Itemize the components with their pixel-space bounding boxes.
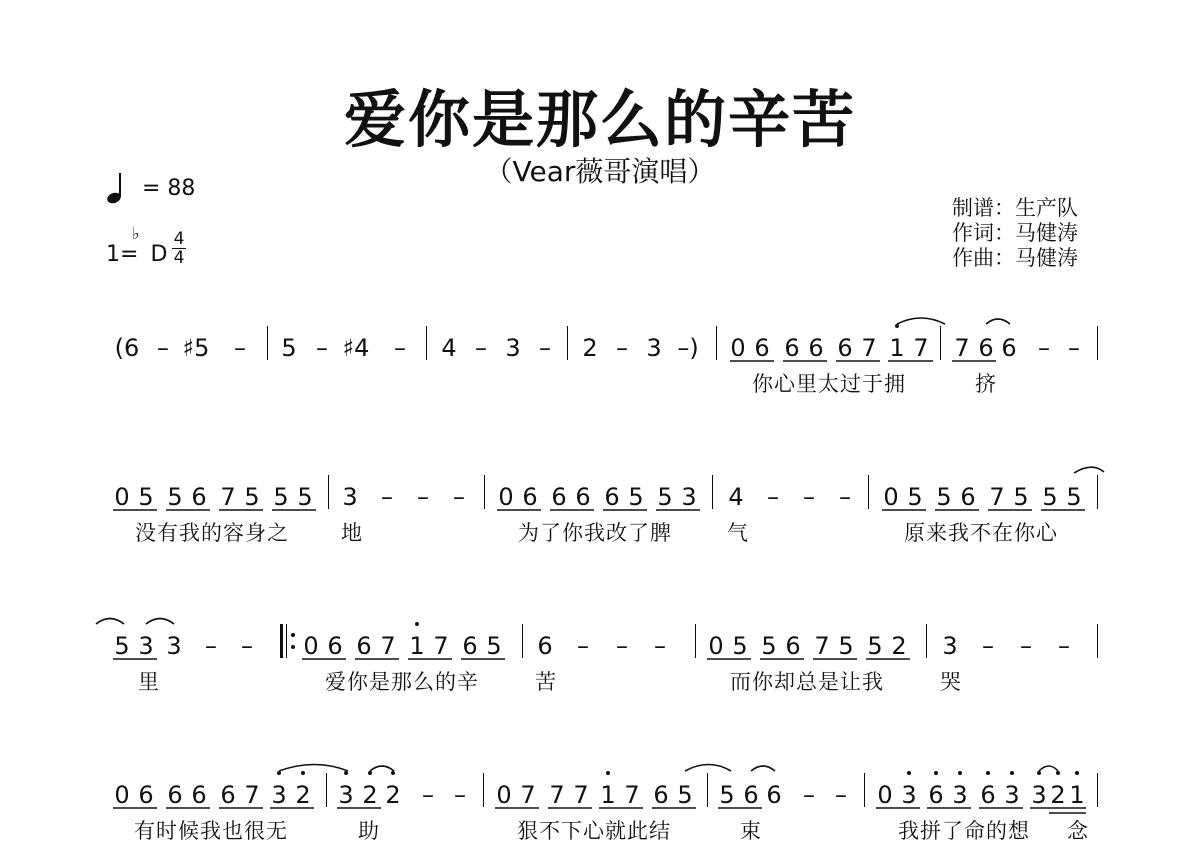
score-note: –	[205, 632, 217, 660]
score-note: 6	[754, 334, 770, 362]
score-note: 5	[244, 483, 260, 511]
score-note: –	[157, 334, 169, 362]
score-note: 5	[677, 781, 693, 809]
score-note: 7	[573, 781, 589, 809]
score-note: 6	[551, 483, 567, 511]
score-note: 5	[761, 632, 777, 660]
lyric-line: 而你却总是让我	[730, 670, 884, 694]
score-note: –	[381, 483, 393, 511]
lyric-line: 我拼了命的想	[898, 819, 1030, 843]
lyric-line: 念	[1067, 819, 1089, 843]
score-note: 0	[114, 781, 130, 809]
score-note: 6	[785, 632, 801, 660]
score-note: 0	[883, 483, 899, 511]
score-note: 5	[281, 334, 297, 362]
score-note: 3	[1031, 781, 1047, 809]
score-note: 6	[522, 483, 538, 511]
score-note: 7	[861, 334, 877, 362]
score-note: –	[417, 483, 429, 511]
score-note: 5	[657, 483, 673, 511]
score-note: –	[1058, 632, 1070, 660]
score-note: –	[539, 334, 551, 362]
lyric-line: 你心里太过于拥	[752, 372, 906, 396]
score-note: 0	[730, 334, 746, 362]
score-note: 7	[433, 632, 449, 660]
score-note: 7	[954, 334, 970, 362]
score-note: 3	[646, 334, 662, 362]
score-note: –	[835, 781, 847, 809]
lyric-line: 没有我的容身之	[135, 521, 289, 545]
score-note: –	[234, 334, 246, 362]
lyric-line: 苦	[535, 670, 557, 694]
score-note: 6	[653, 781, 669, 809]
score-note: 7	[624, 781, 640, 809]
score-note: 5	[1042, 483, 1058, 511]
score-note: –	[1068, 334, 1080, 362]
score-note: 6	[784, 334, 800, 362]
score-note: 5	[867, 632, 883, 660]
score-note: 2	[1050, 781, 1066, 809]
score-note: 7	[244, 781, 260, 809]
score-note: 7	[989, 483, 1005, 511]
song-subtitle: （Vear薇哥演唱）	[484, 155, 716, 188]
score-note: 1	[1069, 781, 1085, 809]
score-note: 6	[191, 781, 207, 809]
score-note: –	[453, 483, 465, 511]
score-note: –	[1020, 632, 1032, 660]
lyric-line: 里	[138, 670, 160, 694]
score-note: 6	[220, 781, 236, 809]
score-note: 0	[496, 781, 512, 809]
score-note: 5	[936, 483, 952, 511]
score-note: 5	[1013, 483, 1029, 511]
lyric-line: 地	[341, 521, 363, 545]
score-note: –	[422, 781, 434, 809]
score-note: 6	[327, 632, 343, 660]
score-note: 7	[549, 781, 565, 809]
score-note: 0	[877, 781, 893, 809]
lyric-line: 为了你我改了脾	[518, 521, 672, 545]
score-note: 5	[719, 781, 735, 809]
score-note: 6	[978, 334, 994, 362]
score-note: –	[803, 781, 815, 809]
flat-sign: ♭	[132, 224, 140, 243]
score-note: 3	[166, 632, 182, 660]
score-note: 5	[138, 483, 154, 511]
score-note: 6	[766, 781, 782, 809]
score-note: –	[839, 483, 851, 511]
score-note: –	[982, 632, 994, 660]
score-note: –	[1038, 334, 1050, 362]
tempo-value: = 88	[142, 175, 196, 201]
score-note: 3	[1004, 781, 1020, 809]
score-note: 6	[537, 632, 553, 660]
score-note: 3	[681, 483, 697, 511]
score-note: 2	[385, 781, 401, 809]
lyric-line: 原来我不在你心	[904, 521, 1058, 545]
key-prefix: 1= D	[106, 242, 168, 267]
score-note: 2	[362, 781, 378, 809]
score-note: ♯5	[182, 334, 210, 362]
score-note: 5	[838, 632, 854, 660]
composer-credit: 作曲：马健涛	[952, 246, 1078, 270]
score-note: 1	[889, 334, 905, 362]
score-note: 3	[901, 781, 917, 809]
score-note: 5	[907, 483, 923, 511]
score-note: –	[454, 781, 466, 809]
song-title: 爱你是那么的辛苦	[343, 83, 856, 156]
score-note: 6	[138, 781, 154, 809]
time-signature-top: 4	[173, 229, 185, 249]
score-note: –	[475, 334, 487, 362]
score-note: 5	[486, 632, 502, 660]
score-note: 7	[814, 632, 830, 660]
score-note: 4	[728, 483, 744, 511]
score-note: 5	[732, 632, 748, 660]
score-note: 3	[505, 334, 521, 362]
score-note: 0	[303, 632, 319, 660]
score-note: –	[654, 632, 666, 660]
score-note: –	[577, 632, 589, 660]
score-note: –)	[677, 334, 699, 362]
score-note: 3	[271, 781, 287, 809]
score-note: 2	[891, 632, 907, 660]
score-note: 4	[441, 334, 457, 362]
score-note: 7	[520, 781, 536, 809]
score-note: 6	[575, 483, 591, 511]
score-note: 6	[356, 632, 372, 660]
score-note: 5	[114, 632, 130, 660]
score-note: –	[616, 334, 628, 362]
score-note: 1	[600, 781, 616, 809]
score-note: 6	[928, 781, 944, 809]
score-note: 6	[1001, 334, 1017, 362]
score-note: 6	[743, 781, 759, 809]
score-note: –	[803, 483, 815, 511]
arranger-credit: 制谱：生产队	[952, 196, 1078, 220]
score-note: 6	[191, 483, 207, 511]
lyric-line: 有时候我也很无	[134, 819, 288, 843]
lyric-line: 助	[358, 819, 380, 843]
score-note: (6	[114, 334, 140, 362]
score-note: 6	[604, 483, 620, 511]
score-note: 2	[295, 781, 311, 809]
score-note: 1	[409, 632, 425, 660]
score-note: 6	[462, 632, 478, 660]
score-note: 0	[708, 632, 724, 660]
score-note: 3	[952, 781, 968, 809]
score-note: 5	[297, 483, 313, 511]
lyric-line: 狠不下心就此结	[517, 819, 671, 843]
score-note: ♯4	[342, 334, 370, 362]
score-note: 2	[582, 334, 598, 362]
score-note: 3	[942, 632, 958, 660]
score-note: 3	[138, 632, 154, 660]
score-note: 6	[960, 483, 976, 511]
lyric-line: 爱你是那么的辛	[325, 670, 479, 694]
lyric-line: 挤	[975, 372, 997, 396]
score-note: –	[616, 632, 628, 660]
lyric-line: 气	[727, 521, 749, 545]
score-note: 0	[498, 483, 514, 511]
time-signature-bottom: 4	[173, 248, 185, 268]
score-note: 6	[167, 781, 183, 809]
score-note: 6	[837, 334, 853, 362]
score-note: 7	[913, 334, 929, 362]
score-note: 5	[628, 483, 644, 511]
score-note: 6	[808, 334, 824, 362]
score-note: 7	[220, 483, 236, 511]
score-note: –	[241, 632, 253, 660]
score-note: 6	[980, 781, 996, 809]
lyric-line: 束	[740, 819, 762, 843]
score-note: 3	[342, 483, 358, 511]
score-note: –	[394, 334, 406, 362]
score-note: 5	[1066, 483, 1082, 511]
score-note: 3	[338, 781, 354, 809]
score-note: –	[316, 334, 328, 362]
lyric-line: 哭	[940, 670, 962, 694]
score-note: 7	[380, 632, 396, 660]
score-note: 5	[273, 483, 289, 511]
score-note: 5	[167, 483, 183, 511]
score-note: –	[767, 483, 779, 511]
lyricist-credit: 作词：马健涛	[952, 221, 1078, 245]
score-note: 0	[114, 483, 130, 511]
